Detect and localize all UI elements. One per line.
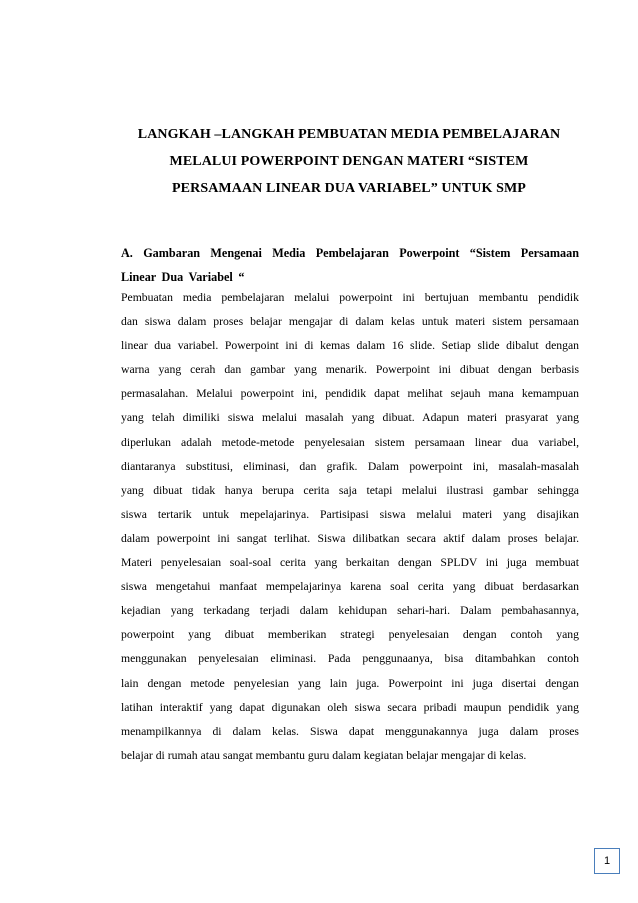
page-number: 1 (594, 848, 620, 874)
paragraph-line: menggunakan penyelesaian eliminasi. Pada penggunaanya, bisa ditambahkan contoh (121, 652, 579, 666)
paragraph-line: linear dua variabel. Powerpoint ini di kemas dalam 16 slide. Setiap slide dibalut dengan (121, 339, 579, 353)
paragraph-line: menampilkannya di dalam kelas. Siswa dapat menggunakannya juga dalam proses (121, 724, 579, 738)
paragraph-line: Pembuatan media pembelajaran melalui powerpoint ini bertujuan membantu pendidik (121, 291, 579, 304)
body-paragraph (121, 286, 579, 768)
paragraph-line: latihan interaktif yang dapat digunakan oleh siswa secara pribadi maupun pendidik yang (121, 700, 579, 714)
paragraph-line: yang dibuat tidak hanya berupa cerita saja tetapi melalui ilustrasi gambar sehingga (121, 483, 579, 497)
paragraph-line: warna yang cerah dan gambar yang menarik. Powerpoint ini dibuat dengan berbasis (121, 363, 579, 377)
paragraph-line: diantaranya substitusi, eliminasi, dan grafik. Dalam powerpoint ini, masalah-masalah (121, 459, 579, 473)
paragraph-line: diperlukan adalah metode-metode penyelesaian sistem persamaan linear dua variabel, (121, 435, 579, 449)
title-line-1: LANGKAH –LANGKAH PEMBUATAN MEDIA PEMBELAJARAN (137, 127, 561, 142)
paragraph-line: Materi penyelesaian soal-soal cerita yang berkaitan dengan SPLDV ini juga membuat (121, 556, 579, 570)
title-line-3: PERSAMAAN LINEAR DUA VARIABEL” UNTUK SMP (172, 181, 526, 196)
paragraph-line: dan siswa dalam proses belajar mengajar di dalam kelas untuk materi sistem persamaan (121, 315, 579, 329)
paragraph-line: dalam powerpoint ini sangat terlihat. Siswa dilibatkan secara aktif dalam proses belajar. (121, 531, 579, 545)
title-line-2: MELALUI POWERPOINT DENGAN MATERI “SISTEM (169, 154, 529, 169)
section-heading: A. Gambaran Mengenai Media Pembelajaran Powerpoint “Sistem Persamaan Linear Dua Variabel “ (121, 246, 579, 284)
paragraph-line: belajar di rumah atau sangat membantu guru dalam kegiatan belajar mengajar di kelas. (121, 748, 527, 762)
paragraph-line: siswa mengetahui manfaat mempelajarinya karena soal cerita yang dibuat berdasarkan (121, 580, 579, 594)
paragraph-line: permasalahan. Melalui powerpoint ini, pendidik dapat melihat sejauh mana kemampuan (121, 387, 579, 401)
document-title (110, 121, 588, 202)
paragraph-line: kejadian yang terkadang terjadi dalam kehidupan sehari-hari. Dalam pembahasannya, (121, 604, 579, 618)
paragraph-line: powerpoint yang dibuat memberikan strategi penyelesaian dengan contoh yang (121, 628, 579, 642)
paragraph-line: siswa tertarik untuk mepelajarinya. Partisipasi siswa melalui materi yang disajikan (121, 507, 579, 521)
paragraph-line: lain dengan metode penyelesian yang lain juga. Powerpoint ini juga disertai dengan (121, 676, 579, 690)
paragraph-line: yang telah dimiliki siswa melalui masalah yang dibuat. Adapun materi prasyarat yang (121, 411, 579, 425)
